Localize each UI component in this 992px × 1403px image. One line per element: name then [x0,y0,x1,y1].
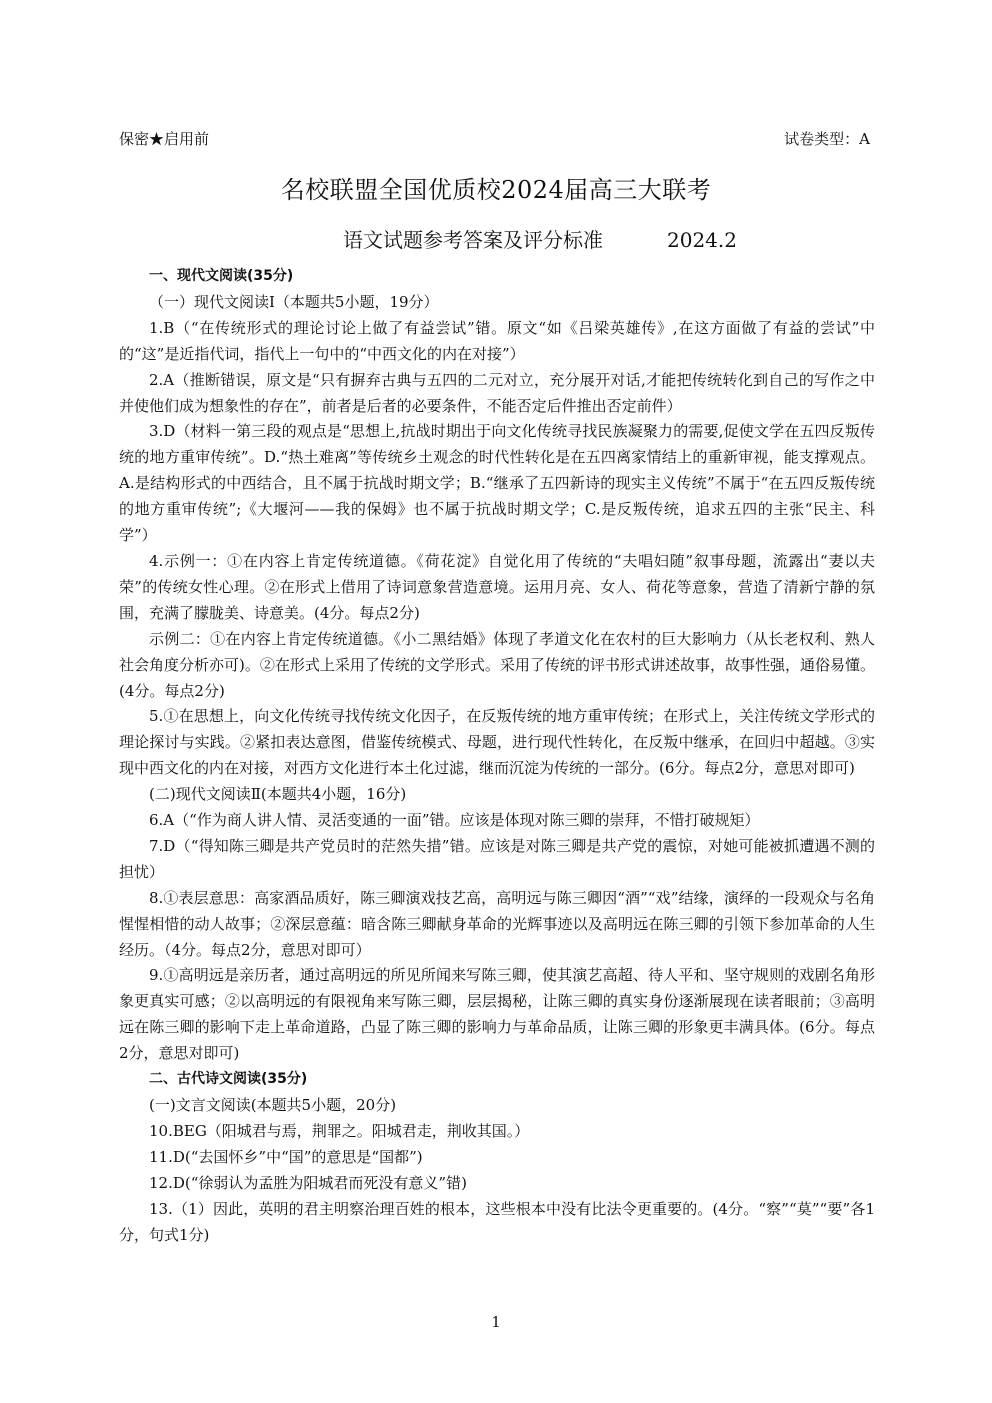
answer-paragraph: 7.D（“得知陈三卿是共产党员时的茫然失措”错。应该是对陈三卿是共产党的震惊，对她可能被抓遭遇不测的担忧） [119,836,875,881]
answer-paragraph: 2.A（推断错误，原文是“只有摒弃古典与五四的二元对立，充分展开对话,才能把传统转化到自己的写作之中并使他们成为想象性的存在”，前者是后者的必要条件，不能否定后件推出否定前件） [119,370,875,415]
answer-paragraph: 8.①表层意思：高家酒品质好，陈三卿演戏技艺高，高明远与陈三卿因“酒”“戏”结缘，演绎的一段观众与名角惺惺相惜的动人故事；②深层意蕴：暗含陈三卿献身革命的光辉事迹以及高明远在陈三卿的引领下参加革命的人生经历。（4分。每点2分，意思对即可） [119,888,875,959]
subtitle-text: 语文试题参考答案及评分标准 [343,228,603,252]
answer-paragraph: 11.D(“去国怀乡”中“国”的意思是“国都”) [149,1147,423,1166]
section-heading: 二、古代诗文阅读(35分) [149,1071,308,1088]
subsection-heading: (二)现代文阅读Ⅱ(本题共4小题，16分) [149,785,407,804]
page-number: 1 [491,1313,501,1331]
answer-paragraph: 10.BEG（阳城君与焉，荆罪之。阳城君走，荆收其国。） [149,1121,530,1140]
exam-date: 2024.2 [667,228,737,252]
exam-subtitle [343,224,737,253]
paper-type-label: 试卷类型：A [784,130,870,148]
exam-title: 名校联盟全国优质校2024届高三大联考 [280,176,712,204]
answer-paragraph: 12.D(“徐弱认为孟胜为阳城君而死没有意义”错) [149,1173,467,1192]
confidential-label: 保密★启用前 [119,130,210,148]
answer-body [119,264,875,1248]
answer-paragraph: 1.B（“在传统形式的理论讨论上做了有益尝试”错。原文“如《吕梁英雄传》,在这方面做了有益的尝试”中的“这”是近指代词，指代上一句中的“中西文化的内在对接”） [119,318,875,363]
subsection-heading: （一）现代文阅读Ⅰ（本题共5小题，19分） [149,292,439,311]
answer-paragraph: 4.示例一：①在内容上肯定传统道德。《荷花淀》自觉化用了传统的“夫唱妇随”叙事母题，流露出“妻以夫荣”的传统女性心理。②在形式上借用了诗词意象营造意境。运用月亮、女人、荷花等意象，营造了清新宁静的氛围，充满了朦胧美、诗意美。(4分。每点2分) [119,551,875,622]
answer-paragraph: 6.A（“作为商人讲人情、灵活变通的一面”错。应该是体现对陈三卿的崇拜，不惜打破规矩） [149,811,760,830]
answer-paragraph: 13.（1）因此，英明的君主明察治理百姓的根本，这些根本中没有比法令更重要的。(4分。“察”“莫”“要”各1分，句式1分) [119,1199,875,1244]
answer-paragraph: 3.D（材料一第三段的观点是“思想上,抗战时期出于向文化传统寻找民族凝聚力的需要,促使文学在五四反叛传统的地方重审传统”。D.“热土难离”等传统乡土观念的时代性转化是在五四离家情结上的重新审视，能支撑观点。A.是结构形式的中西结合，且不属于抗战时期文学；B.“继承了五四新诗的现实主义传统”不属于“在五四反叛传统的地方重审传统”;《大堰河——我的保姆》也不属于抗战时期文学；C.是反叛传统，追求五四的主张“民主、科学”） [119,422,875,545]
subsection-heading: (一)文言文阅读(本题共5小题，20分) [149,1096,397,1114]
section-heading: 一、现代文阅读(35分) [149,268,294,284]
answer-paragraph: 9.①高明远是亲历者，通过高明远的所见所闻来写陈三卿，使其演艺高超、待人平和、坚守规则的戏剧名角形象更真实可感；②以高明远的有限视角来写陈三卿，层层揭秘，让陈三卿的真实身份逐渐展现在读者眼前；③高明远在陈三卿的影响下走上革命道路，凸显了陈三卿的影响力与革命品质，让陈三卿的形象更丰满具体。(6分。每点2分，意思对即可) [119,966,875,1063]
answer-paragraph: 5.①在思想上，向文化传统寻找传统文化因子，在反叛传统的地方重审传统；在形式上，关注传统文学形式的理论探讨与实践。②紧扣表达意图，借鉴传统模式、母题，进行现代性转化，在反叛中继承，在回归中超越。③实现中西文化的内在对接，对西方文化进行本土化过滤，继而沉淀为传统的一部分。(6分。每点2分，意思对即可) [119,707,875,778]
answer-paragraph: 示例二：①在内容上肯定传统道德。《小二黑结婚》体现了孝道文化在农村的巨大影响力（从长老权利、熟人社会角度分析亦可)。②在形式上采用了传统的文学形式。采用了传统的评书形式讲述故事，故事性强，通俗易懂。(4分。每点2分) [119,629,875,700]
